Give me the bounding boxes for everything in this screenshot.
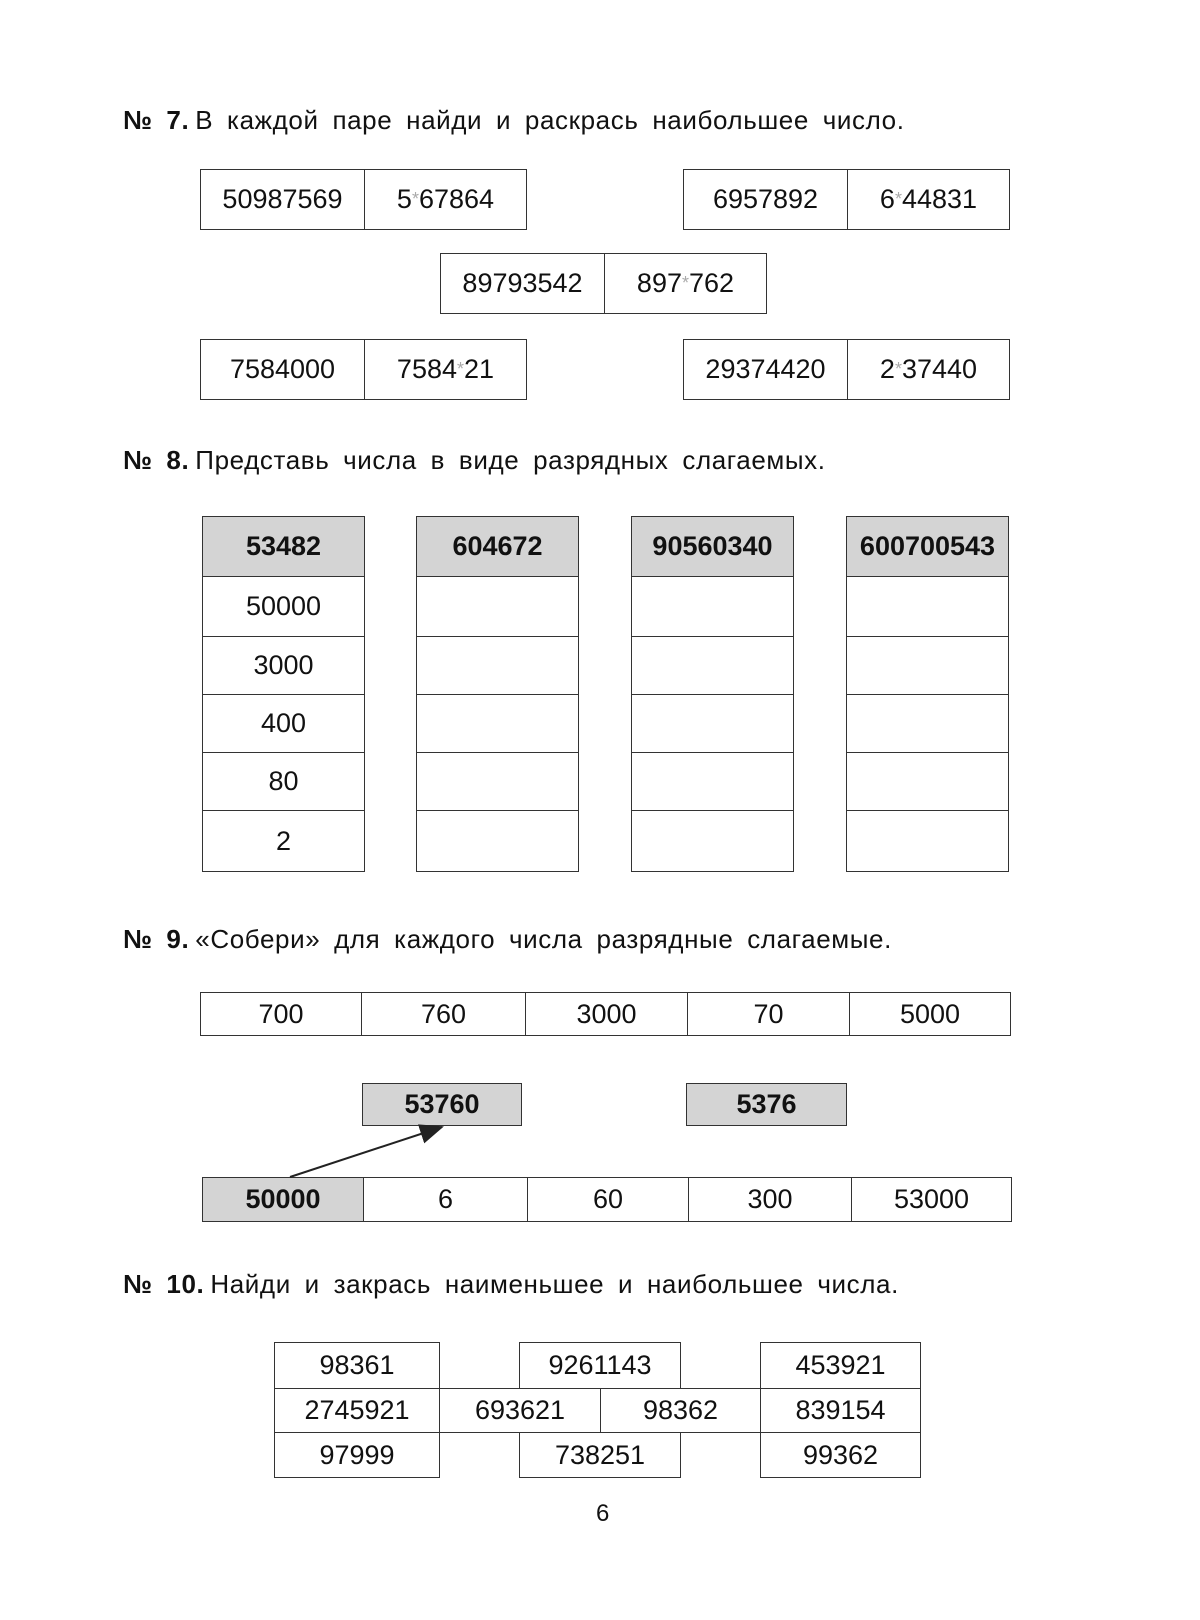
addend-cell[interactable]: 760 (361, 992, 526, 1036)
number-cell[interactable]: 738251 (519, 1432, 681, 1478)
digits-left: 5 (396, 184, 412, 214)
number-cell[interactable]: 97999 (274, 1432, 440, 1478)
exercise-text: В каждой паре найди и раскрась наибольшее число. (195, 105, 905, 135)
addend-cell[interactable]: 80 (202, 752, 365, 811)
digits-right: 762 (689, 268, 735, 298)
digits-left: 2 (879, 354, 895, 384)
exercise-text: Найди и закрась наименьшее и наибольшее числа. (210, 1269, 899, 1299)
unknown-digit-star: * (894, 189, 902, 209)
number-cell[interactable]: 453921 (760, 1342, 921, 1389)
column-header[interactable]: 90560340 (631, 516, 794, 577)
addend-cell[interactable]: 300 (688, 1177, 852, 1222)
column-header[interactable]: 600700543 (846, 516, 1009, 577)
number-cell[interactable]: 6957892 (683, 169, 848, 230)
addend-cell[interactable]: 50000 (202, 1177, 364, 1222)
number-cell[interactable]: 50987569 (200, 169, 365, 230)
digits-right: 67864 (418, 184, 495, 214)
addend-cell[interactable]: 6 (363, 1177, 528, 1222)
addend-cell[interactable]: 3000 (525, 992, 688, 1036)
addend-cell[interactable]: 2 (202, 810, 365, 872)
number-cell[interactable]: 693621 (439, 1388, 601, 1433)
page-number: 6 (596, 1500, 610, 1527)
unknown-digit-star: * (457, 359, 465, 379)
addend-cell[interactable]: 70 (687, 992, 850, 1036)
addend-cell[interactable]: 3000 (202, 636, 365, 695)
digits-right: 21 (464, 354, 495, 384)
column-header[interactable]: 53482 (202, 516, 365, 577)
number-cell[interactable]: 2745921 (274, 1388, 440, 1433)
exercise-number: № 9. (123, 924, 190, 954)
exercise-10-title (123, 1269, 899, 1300)
addend-cell[interactable]: 400 (202, 694, 365, 753)
digits-left: 897 (636, 268, 682, 298)
number-cell[interactable]: 98361 (274, 1342, 440, 1389)
digits-left: 6 (879, 184, 895, 214)
digits-left: 7584 (396, 354, 457, 384)
number-cell[interactable]: 839154 (760, 1388, 921, 1433)
exercise-number: № 7. (123, 105, 190, 135)
column-header[interactable]: 604672 (416, 516, 579, 577)
number-cell[interactable]: 98362 (600, 1388, 761, 1433)
digits-right: 37440 (901, 354, 978, 384)
target-number[interactable]: 5376 (686, 1083, 847, 1126)
number-cell[interactable]: 29374420 (683, 339, 848, 400)
addend-cell[interactable]: 53000 (851, 1177, 1012, 1222)
number-cell[interactable]: 9261143 (519, 1342, 681, 1389)
number-cell[interactable]: 7584000 (200, 339, 365, 400)
unknown-digit-star: * (894, 359, 902, 379)
unknown-digit-star: * (411, 189, 419, 209)
exercise-number: № 8. (123, 445, 190, 475)
exercise-text: «Собери» для каждого числа разрядные слагаемые. (195, 924, 892, 954)
unknown-digit-star: * (681, 273, 689, 293)
digits-right: 44831 (901, 184, 978, 214)
addend-cell[interactable]: 5000 (849, 992, 1011, 1036)
number-cell[interactable]: 99362 (760, 1432, 921, 1478)
addend-cell[interactable]: 60 (527, 1177, 689, 1222)
number-cell[interactable]: 89793542 (440, 253, 605, 314)
exercise-text: Представь числа в виде разрядных слагаемых. (195, 445, 826, 475)
addend-cell[interactable]: 700 (200, 992, 362, 1036)
target-number[interactable]: 53760 (362, 1083, 522, 1126)
exercise-number: № 10. (123, 1269, 205, 1299)
addend-cell[interactable]: 50000 (202, 576, 365, 637)
